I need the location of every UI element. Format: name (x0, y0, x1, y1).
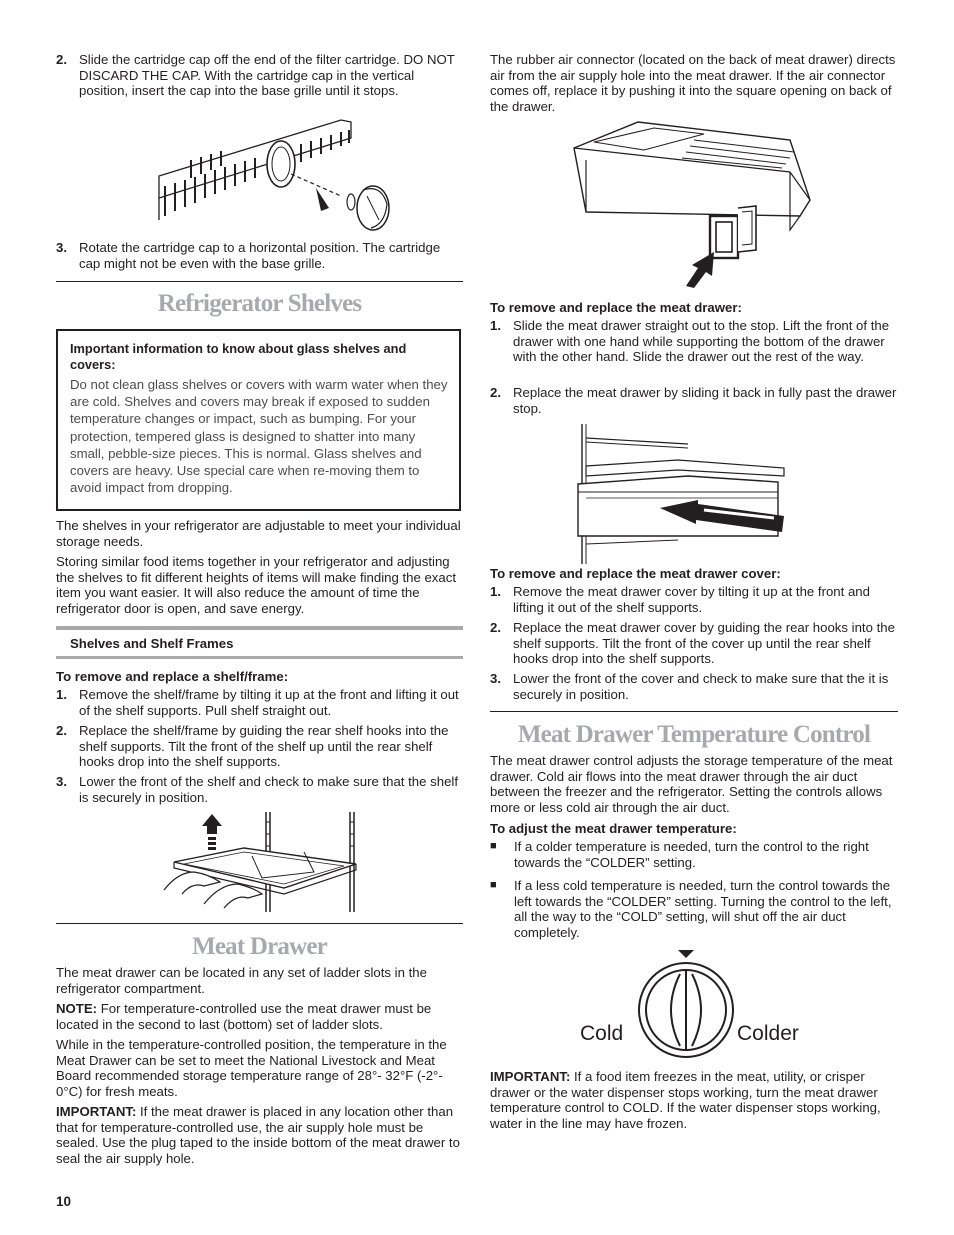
bullet-text: If a colder temperature is needed, turn the control to the right towards the “COLDER” setting. (514, 839, 869, 870)
filter-step-2 (56, 52, 463, 99)
meat-paragraph-3: While in the temperature-controlled position, the temperature in the Meat Drawer can be set to meet the National Livestock and Meat Board recommended storage temperature range of 28°- 32°F (-2°- 0°C) for fresh meats. (56, 1037, 447, 1099)
step-text: Slide the meat drawer straight out to the stop. Lift the front of the drawer with one hand while supporting the bottom of the drawer with the other hand. Slide the drawer out the rest of the way. (513, 318, 890, 365)
step-text: Remove the shelf/frame by tilting it up at the front and lifting it out of the shelf supports. Pull shelf straight out. (79, 687, 459, 718)
step-text: Rotate the cartridge cap to a horizontal position. The cartridge cap might not be even with the base grille. (79, 240, 441, 271)
drawer-step-2 (490, 385, 898, 416)
important-text: If the meat drawer is placed in any location other than that for temperature-controlled use, the air supply hole must be sealed. Use the plug taped to the inside bottom of the meat drawer to seal the air supply hole. (56, 1104, 460, 1166)
page-number: 10 (56, 1194, 72, 1209)
drawer-step-1 (490, 318, 898, 365)
temp-bullet-2 (490, 878, 898, 940)
step-number: 3. (56, 240, 67, 255)
cover-howto-heading: To remove and replace the meat drawer cover: (490, 566, 781, 581)
section-title-temp-control: Meat Drawer Temperature Control (517, 721, 871, 748)
meat-paragraph-1: The meat drawer can be located in any set of ladder slots in the refrigerator compartment. (56, 965, 427, 996)
step-number: 2. (490, 385, 501, 400)
drawer-howto-heading: To remove and replace the meat drawer: (490, 300, 742, 315)
note-text: For temperature-controlled use the meat drawer must be located in the second to last (bottom) set of ladder slots. (56, 1001, 432, 1032)
cartridge-cap-illustration (151, 116, 411, 234)
dial-cold-label: Cold (580, 1022, 624, 1045)
step-number: 2. (490, 620, 501, 635)
cover-step-1 (490, 584, 898, 615)
step-text: Lower the front of the cover and check to make sure that the it is securely in position. (513, 671, 889, 702)
step-text: Remove the meat drawer cover by tilting it up at the front and lifting it out of the shelf supports. (513, 584, 870, 615)
shelves-intro-1: The shelves in your refrigerator are adjustable to meet your individual storage needs. (56, 518, 461, 549)
important-notice-box (56, 329, 461, 511)
subhead-bar-bottom (56, 656, 463, 659)
bullet-text: If a less cold temperature is needed, turn the control towards the left towards the “COLDER” setting. Turning the control to the left, all the way to the “COLD” setting, will shut off the air duct completely. (514, 878, 892, 940)
step-text: Replace the meat drawer cover by guiding the rear hooks into the shelf supports. Tilt the front of the cover up until the rear shelf hooks drop into the shelf supports. (513, 620, 895, 667)
frames-subhead: Shelves and Shelf Frames (70, 636, 234, 651)
step-number: 1. (490, 318, 501, 333)
cover-step-2 (490, 620, 898, 667)
important-label: IMPORTANT: (490, 1069, 571, 1084)
temp-intro: The meat drawer control adjusts the storage temperature of the meat drawer. Cold air flows into the meat drawer through the air duct between the freezer and the refrigerator. Setting the controls allows more or less cold air through the air duct. (490, 753, 893, 815)
section-divider (56, 923, 463, 924)
subhead-bar-top (56, 626, 463, 630)
drawer-slide-illustration (568, 424, 804, 564)
section-title-shelves: Refrigerator Shelves (157, 290, 362, 317)
step-number: 3. (490, 671, 501, 686)
section-divider (490, 711, 898, 712)
step-number: 1. (490, 584, 501, 599)
frames-step-3 (56, 774, 463, 805)
step-number: 2. (56, 52, 67, 67)
dial-colder-label: Colder (737, 1022, 799, 1045)
notice-title: Important information to know about glass shelves and covers: (70, 341, 407, 372)
temp-bullet-1 (490, 839, 898, 870)
temperature-dial (634, 948, 738, 1060)
bullet-icon: ■ (490, 840, 497, 852)
air-connector-illustration (574, 120, 814, 288)
step-text: Replace the shelf/frame by guiding the rear shelf hooks into the shelf supports. Tilt the front of the shelf up until the rear shelf hooks drop into the shelf supports. (79, 723, 449, 770)
cover-step-3 (490, 671, 898, 702)
meat-important (56, 1104, 461, 1166)
note-label: NOTE: (56, 1001, 98, 1016)
step-number: 1. (56, 687, 67, 702)
shelves-intro-2: Storing similar food items together in your refrigerator and adjusting the shelves to fit different heights of items will make finding the exact item you want easier. It will also reduce the amount of time the refrigerator door is open, and save energy. (56, 554, 456, 616)
shelf-removal-illustration (164, 812, 364, 916)
section-divider (56, 281, 463, 282)
step-text: Replace the meat drawer by sliding it back in fully past the drawer stop. (513, 385, 897, 416)
frames-step-1 (56, 687, 463, 718)
important-text: If a food item freezes in the meat, utility, or crisper drawer or the water dispenser stops working, turn the meat drawer temperature control to COLD. If the water dispenser stops working, water in the line may have frozen. (490, 1069, 881, 1131)
filter-step-3 (56, 240, 463, 271)
step-number: 2. (56, 723, 67, 738)
important-label: IMPORTANT: (56, 1104, 137, 1119)
meat-note (56, 1001, 461, 1032)
step-text: Lower the front of the shelf and check to make sure that the shelf is securely in position. (79, 774, 458, 805)
final-important (490, 1069, 898, 1131)
frames-step-2 (56, 723, 463, 770)
notice-body: Do not clean glass shelves or covers with warm water when they are cold. Shelves and covers may break if exposed to sudden temperature changes or impact, such as bumping. For your protection, tempered glass is designed to shatter into many small, pebble-size pieces. This is normal. Glass shelves and covers are heavy. Use special care when re-moving them to avoid impact from dropping. (70, 377, 448, 496)
step-text: Slide the cartridge cap off the end of the filter cartridge. DO NOT DISCARD THE CAP. With the cartridge cap in the vertical position, insert the cap into the base grille until it stops. (79, 52, 455, 99)
air-connector-text: The rubber air connector (located on the back of meat drawer) directs air from the air supply hole into the meat drawer. If the air connector comes off, replace it by pushing it into the square opening on back of the drawer. (490, 52, 896, 114)
step-number: 3. (56, 774, 67, 789)
bullet-icon: ■ (490, 879, 497, 891)
section-title-meat-drawer: Meat Drawer (192, 933, 327, 960)
frames-howto-heading: To remove and replace a shelf/frame: (56, 669, 289, 684)
temp-howto-heading: To adjust the meat drawer temperature: (490, 821, 737, 836)
